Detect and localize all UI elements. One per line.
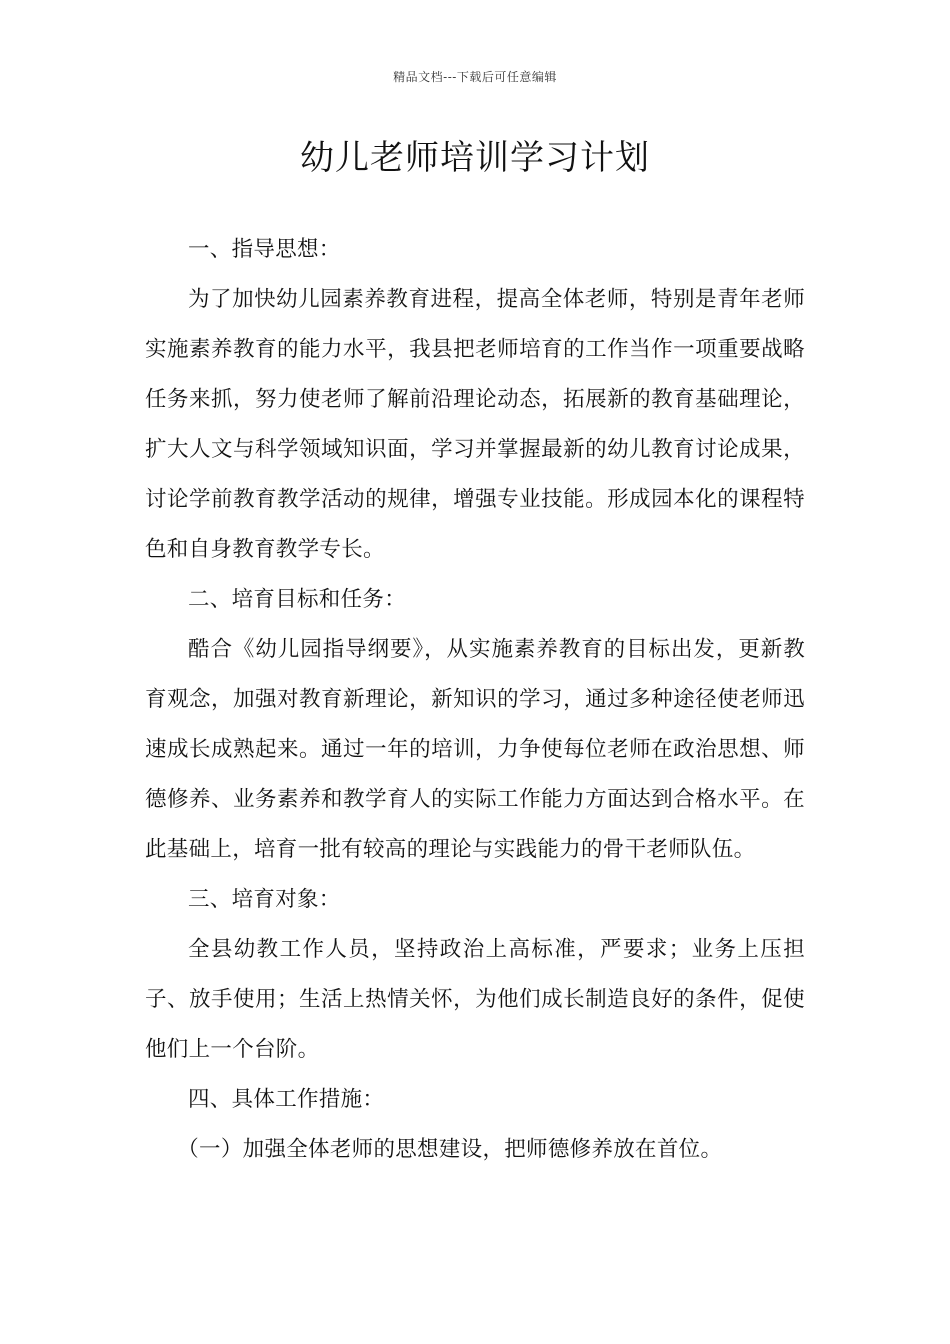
- paragraph-guiding-ideology: 为了加快幼儿园素养教育进程，提高全体老师，特别是青年老师实施素养教育的能力水平，我县把老师培育的工作当作一项重要战略任务来抓，努力使老师了解前沿理论动态，拓展新的教育基础理论，扩大人文与科学领域知识面，学习并掌握最新的幼儿教育讨论成果，讨论学前教育教学活动的规律，增强专业技能。形成园本化的课程特色和自身教育教学专长。: [145, 287, 805, 562]
- section-heading-guiding-ideology: 一、指导思想：: [188, 237, 341, 262]
- header-note: 精品文档---下载后可任意编辑: [393, 70, 557, 84]
- section-heading-goals: 二、培育目标和任务：: [188, 587, 407, 612]
- document-title: 幼儿老师培训学习计划: [300, 138, 650, 178]
- section-heading-targets: 三、培育对象：: [188, 887, 341, 912]
- document-body: [145, 225, 805, 1175]
- paragraph-goals: 酷合《幼儿园指导纲要》，从实施素养教育的目标出发，更新教育观念，加强对教育新理论，新知识的学习，通过多种途径使老师迅速成长成熟起来。通过一年的培训，力争使每位老师在政治思想、师德修养、业务素养和教学育人的实际工作能力方面达到合格水平。在此基础上，培育一批有较高的理论与实践能力的骨干老师队伍。: [145, 637, 805, 862]
- section-heading-measures: 四、具体工作措施：: [188, 1087, 385, 1112]
- paragraph-targets: 全县幼教工作人员，坚持政治上高标准，严要求；业务上压担子、放手使用；生活上热情关怀，为他们成长制造良好的条件，促使他们上一个台阶。: [145, 937, 805, 1062]
- subsection-heading-measure-1: （一）加强全体老师的思想建设，把师德修养放在首位。: [177, 1137, 723, 1162]
